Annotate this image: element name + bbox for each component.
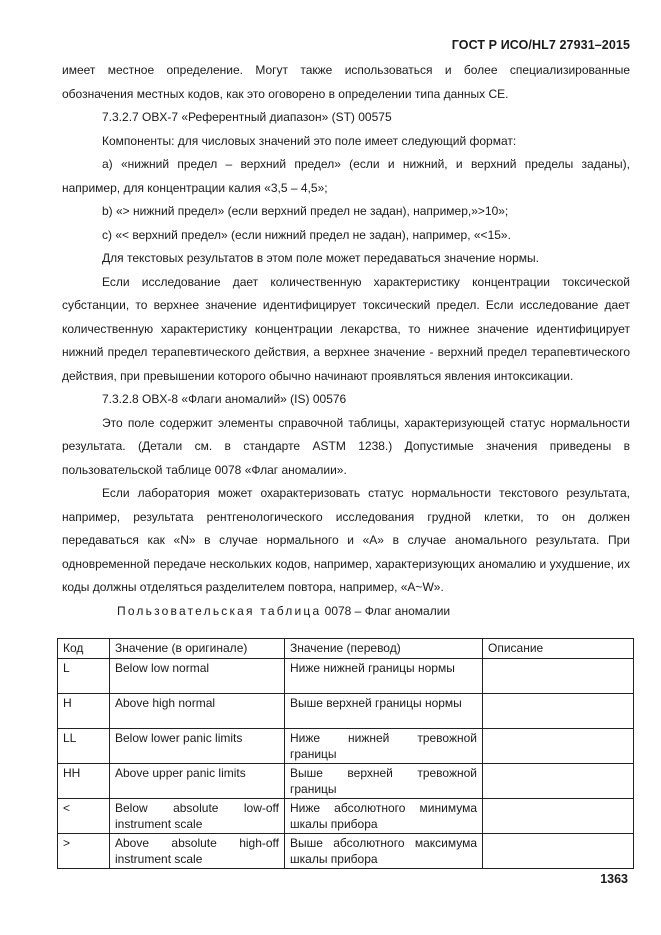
code-cell: H	[58, 694, 110, 729]
body-text	[62, 59, 630, 623]
paragraph: Компоненты: для числовых значений это поле имеет следующий формат:	[102, 133, 517, 148]
column-header: Значение (в оригинале)	[110, 639, 285, 659]
description-cell	[483, 834, 634, 869]
list-item: с) «< верхний предел» (если нижний предел не задан), например, «<15».	[102, 227, 511, 242]
original-cell: Below low normal	[110, 659, 285, 694]
code-cell: <	[58, 799, 110, 834]
translation-cell: Выше верхней границы нормы	[285, 694, 483, 729]
section-heading: 7.3.2.7 OBX-7 «Референтный диапазон» (ST) 00575	[102, 110, 392, 124]
code-cell: HH	[58, 764, 110, 799]
paragraph: Если исследование дает количественную характеристику концентрации токсической субстанции, то верхнее значение идентифицирует токсический предел. Если исследование дает количественную характеристику концентрации лекарства, то нижнее значение идентифицирует нижний предел терапевтического действия, а верхнее значение - верхний предел терапевтического действия, при превышении которого обычно начинают проявляться явления интоксикации.	[62, 274, 630, 383]
section-heading: 7.3.2.8 OBX-8 «Флаги аномалий» (IS) 00576	[102, 392, 347, 406]
table-caption	[62, 600, 630, 624]
description-cell	[483, 729, 634, 764]
list-item: а) «нижний предел – верхний предел» (если и нижний, и верхний пределы заданы), например, для концентрации калия «3,5 – 4,5»;	[62, 157, 630, 195]
original-cell: Below absolute low-off instrument scale	[110, 799, 285, 834]
original-cell: Above high normal	[110, 694, 285, 729]
paragraph: имеет местное определение. Могут также использоваться и более специализированные обозначения местных кодов, как это оговорено в определении типа данных CE.	[62, 63, 630, 101]
column-header: Код	[58, 639, 110, 659]
code-cell: LL	[58, 729, 110, 764]
description-cell	[483, 799, 634, 834]
translation-cell: Выше абсолютного максимума шкалы прибора	[285, 834, 483, 869]
column-header: Значение (перевод)	[285, 639, 483, 659]
code-cell: L	[58, 659, 110, 694]
original-cell: Above upper panic limits	[110, 764, 285, 799]
translation-cell: Ниже нижней тревожной границы	[285, 729, 483, 764]
paragraph: Для текстовых результатов в этом поле может передаваться значение нормы.	[102, 251, 539, 265]
table-row	[58, 694, 634, 729]
table-row	[58, 799, 634, 834]
translation-cell: Выше верхней тревожной границы	[285, 764, 483, 799]
description-cell	[483, 694, 634, 729]
document-header: ГОСТ Р ИСО/HL7 27931–2015	[451, 38, 630, 52]
table-row	[58, 834, 634, 869]
code-cell: >	[58, 834, 110, 869]
flag-table	[57, 638, 634, 869]
translation-cell: Ниже нижней границы нормы	[285, 659, 483, 694]
description-cell	[483, 764, 634, 799]
original-cell: Below lower panic limits	[110, 729, 285, 764]
table-header-row	[58, 639, 634, 659]
description-cell	[483, 659, 634, 694]
table-row	[58, 659, 634, 694]
original-cell: Above absolute high-off instrument scale	[110, 834, 285, 869]
column-header: Описание	[483, 639, 634, 659]
page-number: 1363	[600, 872, 628, 886]
table-caption-prefix: Пользовательская таблица	[117, 603, 322, 618]
table-row	[58, 764, 634, 799]
translation-cell: Ниже абсолютного минимума шкалы прибора	[285, 799, 483, 834]
list-item: b) «> нижний предел» (если верхний предел не задан), например,»>10»;	[102, 204, 509, 218]
table-caption-suffix: 0078 – Флаг аномалии	[324, 603, 451, 618]
paragraph: Это поле содержит элементы справочной таблицы, характеризующей статус нормальности результата. (Детали см. в стандарте ASTM 1238.) Допустимые значения приведены в пользовательской таблице 0078 «Флаг аномалии».	[62, 415, 630, 477]
table-row	[58, 729, 634, 764]
paragraph: Если лаборатория может охарактеризовать статус нормальности текстового результата, например, результата рентгенологического исследования грудной клетки, то он должен передаваться как «N» в случае нормального и «A» в случае аномального результата. При одновременной передаче нескольких кодов, например, характеризующих аномалию и ухудшение, их коды должны отделяться разделителем повтора, например, «A~W».	[62, 486, 630, 594]
